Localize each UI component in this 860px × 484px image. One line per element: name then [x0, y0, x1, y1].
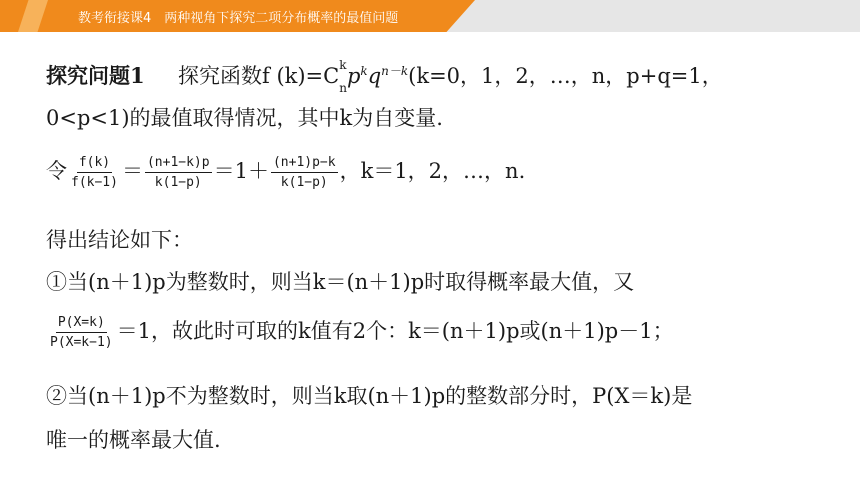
q-exponent: n－k [381, 64, 409, 78]
case-2-line-1: ②当(n＋1)p不为整数时，则当k取(n＋1)p的整数部分时，P(X＝k)是 [46, 384, 693, 408]
fraction-remainder-numerator: (n+1)p−k [271, 154, 338, 173]
comb-superscript: k [339, 58, 347, 72]
conclusion-intro: 得出结论如下： [46, 228, 193, 252]
problem-line-1 [46, 58, 723, 96]
problem-domain: (k=0，1，2，…，n，p+q=1， [408, 64, 723, 88]
derivation-line [46, 154, 525, 191]
problem-text: 探究函数f (k)=C [178, 64, 340, 88]
case-2-line-2: 唯一的概率最大值. [46, 428, 221, 452]
fraction-expanded [145, 154, 212, 191]
fraction-remainder [271, 154, 338, 191]
fraction-probability-denominator: P(X=k−1) [50, 335, 113, 350]
fraction-ratio [69, 154, 120, 191]
equals-one-plus: ＝1＋ [213, 159, 269, 183]
fraction-expanded-denominator: k(1−p) [154, 175, 202, 190]
equals-sign-1: ＝ [121, 159, 143, 183]
comb-subscript: n [339, 81, 347, 96]
p-exponent: k [360, 64, 368, 78]
derivation-prefix: 令 [46, 159, 67, 183]
problem-line-2: 0<p<1)的最值取得情况，其中k为自变量. [46, 106, 443, 130]
fraction-ratio-numerator: f(k) [77, 154, 112, 173]
case-1-line-1: ①当(n＋1)p为整数时，则当k＝(n＋1)p时取得概率最大值，又 [46, 270, 635, 294]
problem-q: q [367, 64, 382, 88]
fraction-ratio-denominator: f(k−1) [71, 175, 118, 190]
problem-label: 探究问题1 [46, 63, 145, 88]
case-1-result: ＝1，故此时可取的k值有2个：k＝(n＋1)p或(n＋1)p－1； [116, 319, 674, 343]
fraction-probability [48, 314, 115, 351]
header-bar [0, 0, 860, 32]
fraction-probability-numerator: P(X=k) [56, 314, 107, 333]
fraction-remainder-denominator: k(1−p) [280, 175, 328, 190]
header-title: 教考衔接课4 两种视角下探究二项分布概率的最值问题 [78, 11, 399, 26]
case-1-line-2 [46, 314, 674, 351]
problem-p: p [346, 64, 361, 88]
fraction-expanded-numerator: (n+1−k)p [145, 154, 212, 173]
derivation-range: ，k＝1，2，…，n. [339, 159, 526, 183]
